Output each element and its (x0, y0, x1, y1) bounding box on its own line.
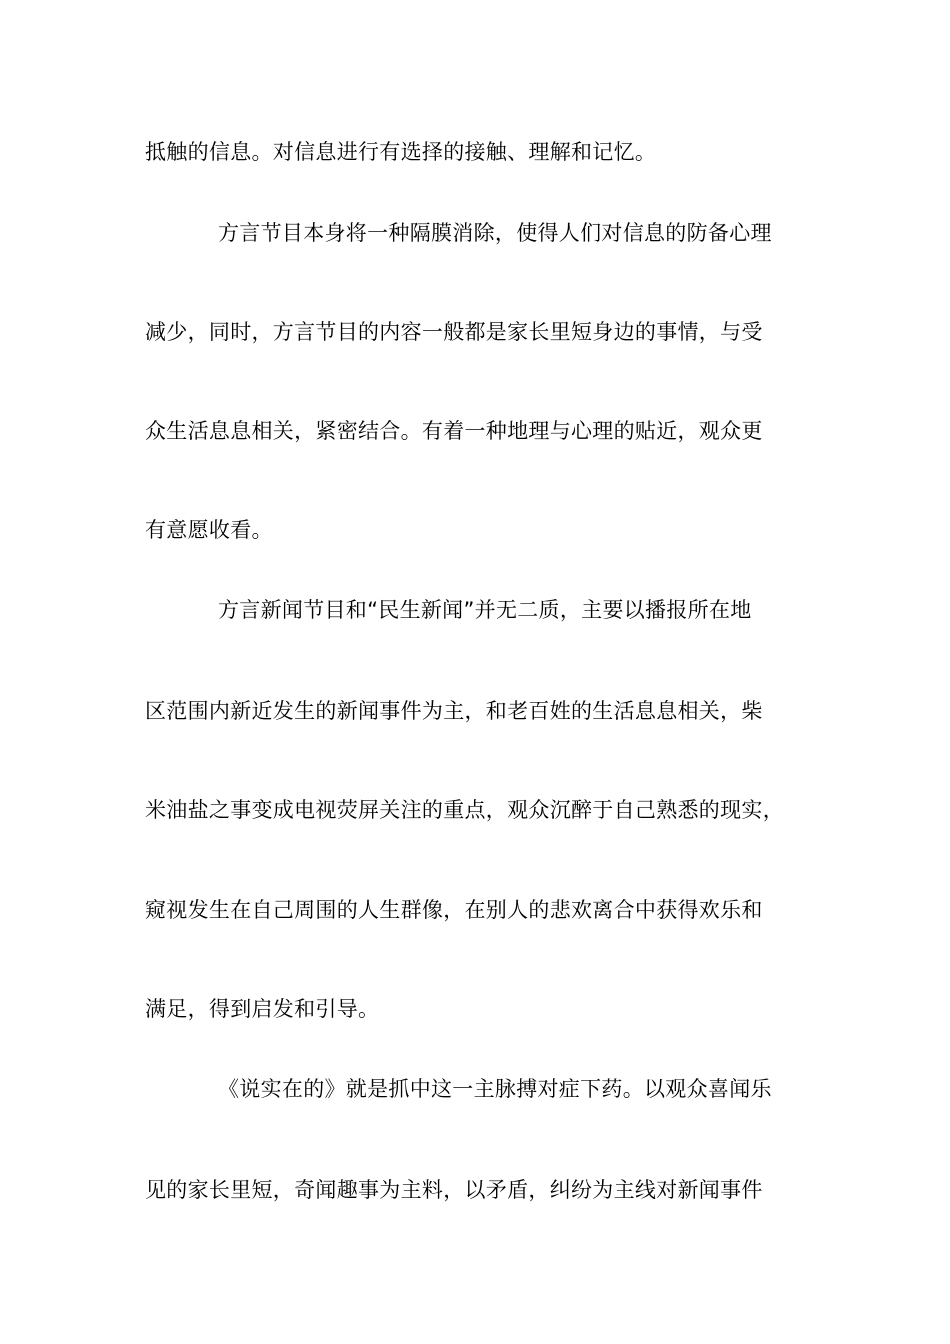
text-line: 区范围内新近发生的新闻事件为主，和老百姓的生活息息相关，柴 (145, 699, 763, 723)
text-line: 满足，得到启发和引导。 (145, 997, 380, 1021)
text-line: 减少，同时，方言节目的内容一般都是家长里短身边的事情，与受 (145, 320, 763, 344)
text-line: 见的家长里短，奇闻趣事为主料，以矛盾，纠纷为主线对新闻事件 (145, 1178, 763, 1202)
text-line: 抵触的信息。对信息进行有选择的接触、理解和记忆。 (145, 140, 657, 164)
paragraph-start-line: 方言新闻节目和“民生新闻”并无二质，主要以播报所在地 (218, 598, 752, 622)
paragraph-start-line: 方言节目本身将一种隔膜消除，使得人们对信息的防备心理 (218, 221, 772, 245)
text-line: 有意愿收看。 (145, 518, 273, 542)
text-line: 米油盐之事变成电视荧屏关注的重点，观众沉醉于自己熟悉的现实， (145, 798, 784, 822)
text-line: 窥视发生在自己周围的人生群像，在别人的悲欢离合中获得欢乐和 (145, 898, 763, 922)
paragraph-start-line: 《说实在的》就是抓中这一主脉搏对症下药。以观众喜闻乐 (218, 1077, 772, 1101)
text-line: 众生活息息相关，紧密结合。有着一种地理与心理的贴近，观众更 (145, 419, 763, 443)
